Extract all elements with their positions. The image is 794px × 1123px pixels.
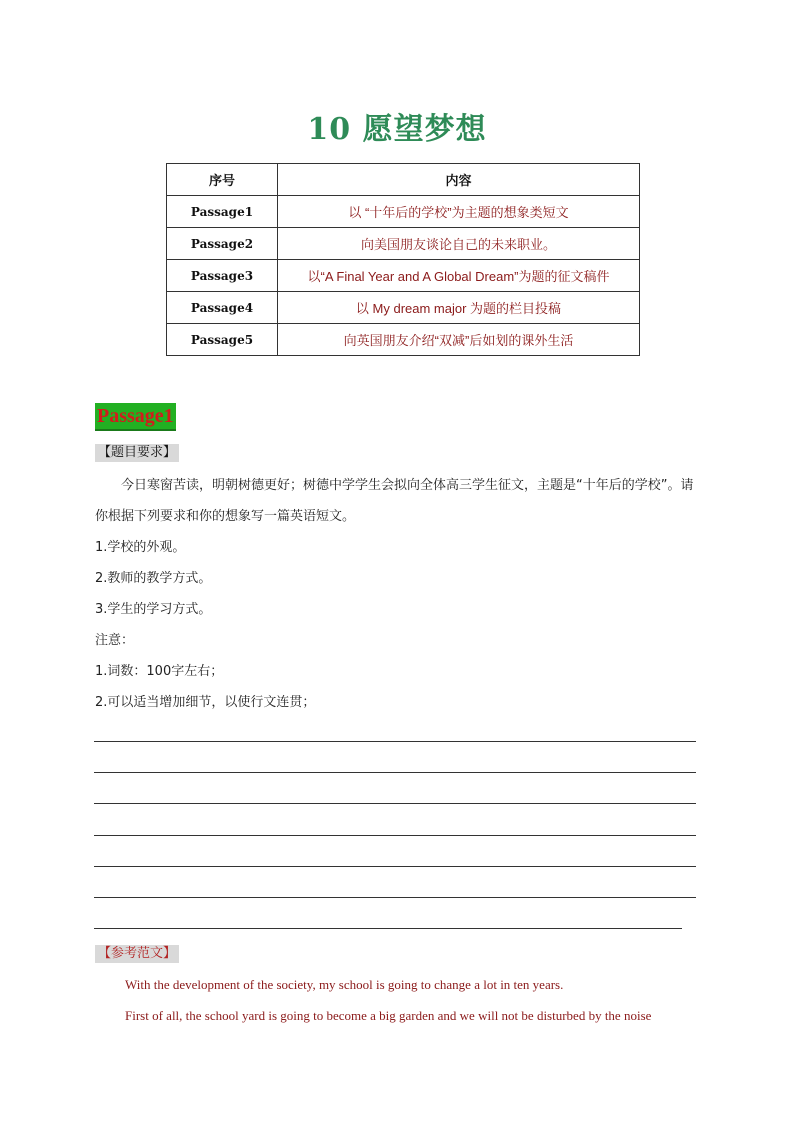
- page-title: 10 愿望梦想: [307, 112, 487, 147]
- row-number: Passage5: [167, 324, 278, 356]
- row-number: Passage3: [167, 260, 278, 292]
- table-row: [167, 228, 640, 260]
- note-title: 注意：: [95, 633, 135, 648]
- reference-label: 【参考范文】: [95, 945, 179, 963]
- row-description: 以 “十年后的学校”为主题的想象类短文: [278, 196, 640, 228]
- reference-paragraph: With the development of the society, my school is going to change a lot in ten years.: [125, 977, 564, 992]
- requirement-point: 3.学生的学习方式。: [95, 602, 212, 617]
- header-content: 内容: [278, 164, 640, 196]
- answer-line: [94, 897, 696, 898]
- requirement-point: 2.教师的教学方式。: [95, 571, 212, 586]
- note-item: 1.词数：100字左右；: [95, 664, 224, 679]
- row-number: Passage4: [167, 292, 278, 324]
- requirements-label: 【题目要求】: [95, 444, 179, 462]
- row-description: 以“A Final Year and A Global Dream”为题的征文稿件: [278, 260, 640, 292]
- answer-line: [94, 928, 682, 929]
- table-row: [167, 292, 640, 324]
- reference-essay: [95, 969, 705, 1031]
- requirements-intro: 今日寒窗苦读，明朝树德更好；树德中学学生会拟向全体高三学生征文，主题是“十年后的学校”。请你根据下列要求和你的想象写一篇英语短文。: [95, 478, 694, 524]
- answer-line: [94, 772, 696, 773]
- answer-line: [94, 741, 696, 742]
- answer-line: [94, 835, 696, 836]
- passage-table: [166, 163, 640, 356]
- row-description: 以 My dream major 为题的栏目投稿: [278, 292, 640, 324]
- row-number: Passage2: [167, 228, 278, 260]
- table-row: [167, 324, 640, 356]
- table-header-row: [167, 164, 640, 196]
- row-number: Passage1: [167, 196, 278, 228]
- requirements-body: [95, 470, 705, 718]
- requirement-point: 1.学校的外观。: [95, 540, 186, 555]
- row-description: 向英国朋友介绍“双减”后如划的课外生活: [278, 324, 640, 356]
- row-description: 向美国朋友谈论自己的未来职业。: [278, 228, 640, 260]
- passage-heading: Passage1: [95, 403, 176, 431]
- table-row: [167, 260, 640, 292]
- table-row: [167, 196, 640, 228]
- reference-paragraph: First of all, the school yard is going to become a big garden and we will not be disturbed by the noise: [125, 1008, 652, 1023]
- answer-line: [94, 866, 696, 867]
- header-number: 序号: [167, 164, 278, 196]
- answer-line: [94, 803, 696, 804]
- note-item: 2.可以适当增加细节，以使行文连贯；: [95, 695, 316, 710]
